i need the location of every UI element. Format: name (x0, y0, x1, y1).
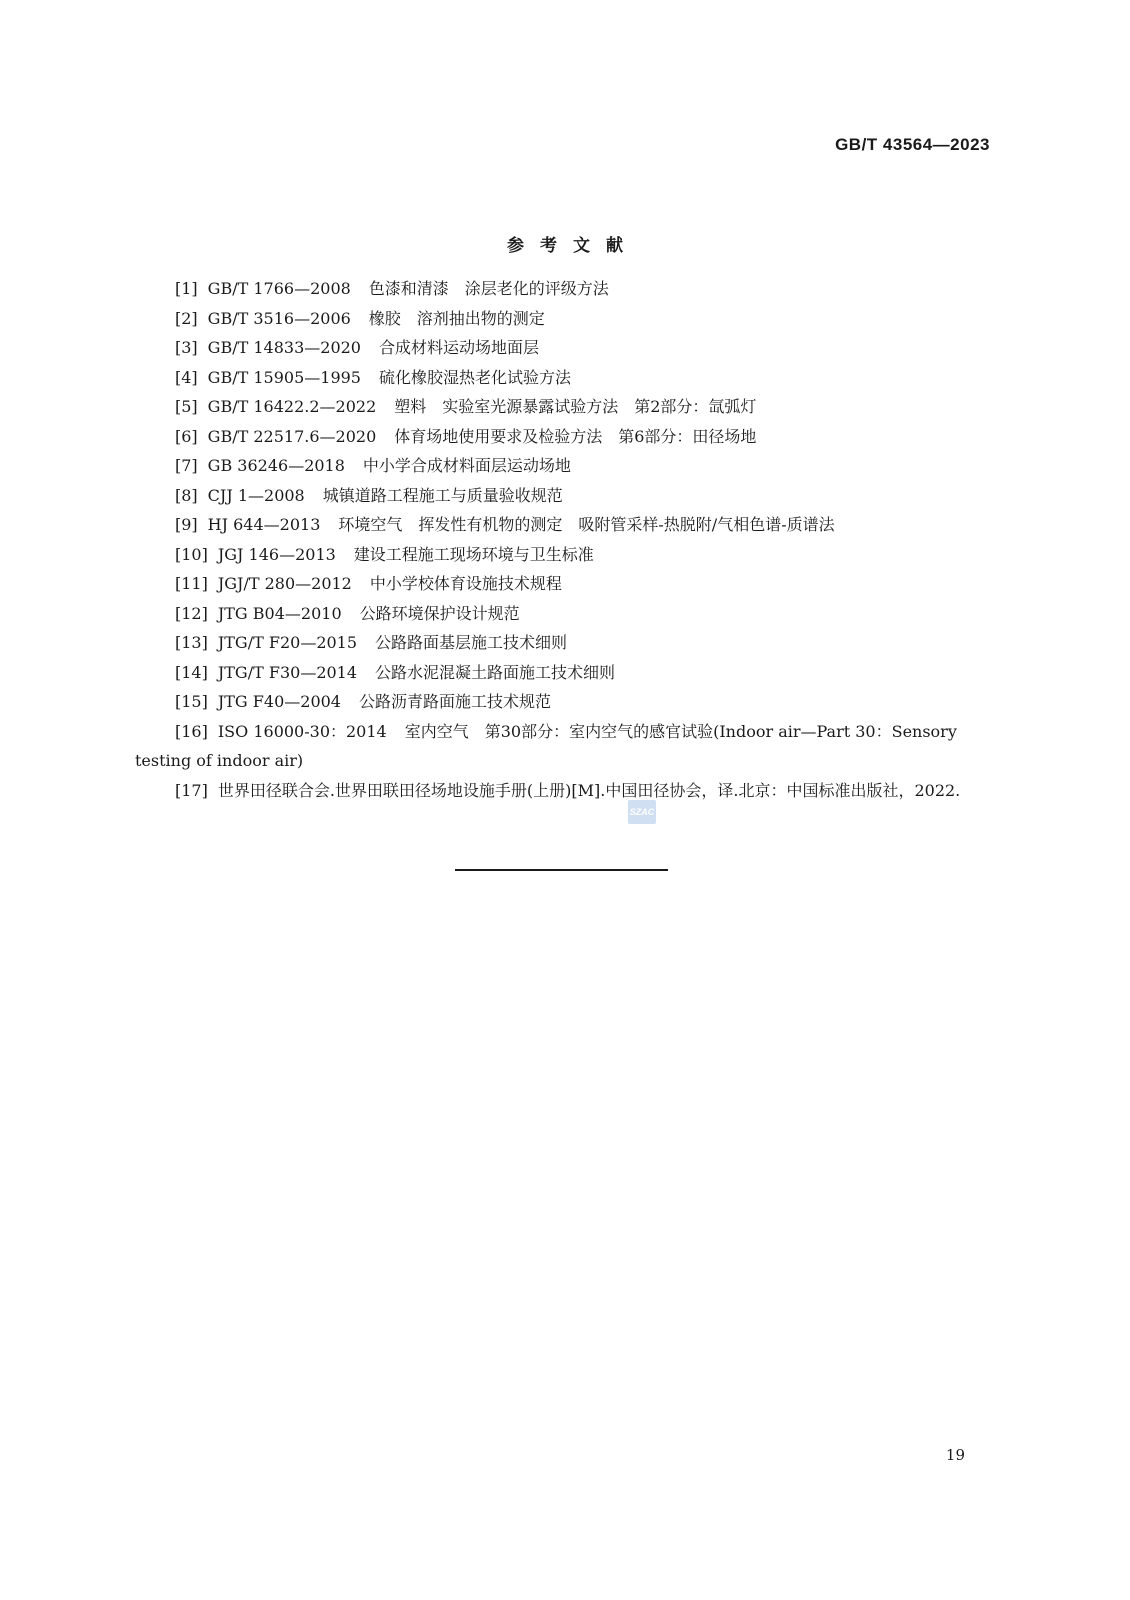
reference-title: 世界田径联合会.世界田联田径场地设施手册(上册)[M].中国田径协会，译.北京：中国标准出版社，2022. (217, 780, 961, 800)
reference-code: JTG F40—2004 (217, 692, 341, 711)
reference-code: GB 36246—2018 (207, 456, 345, 475)
reference-list (135, 274, 995, 805)
reference-item (135, 392, 995, 422)
reference-title: 橡胶 溶剂抽出物的测定 (368, 308, 545, 328)
reference-code: HJ 644—2013 (207, 515, 321, 534)
reference-item (135, 422, 995, 452)
end-divider (455, 869, 668, 871)
reference-number: [6] (175, 426, 198, 446)
reference-title: 建设工程施工现场环境与卫生标准 (353, 544, 594, 564)
reference-item (135, 717, 995, 776)
reference-number: [13] (175, 633, 208, 652)
reference-number: [15] (175, 692, 208, 711)
reference-item (135, 304, 995, 334)
reference-number: [1] (175, 279, 198, 298)
reference-title: 公路环境保护设计规范 (359, 603, 520, 623)
reference-number: [5] (175, 397, 198, 416)
reference-title: 塑料 实验室光源暴露试验方法 第2部分：氙弧灯 (394, 397, 757, 416)
reference-title: 公路路面基层施工技术细则 (375, 633, 568, 652)
reference-code: JGJ 146—2013 (217, 544, 336, 564)
reference-code: GB/T 14833—2020 (207, 338, 361, 357)
reference-code: GB/T 3516—2006 (207, 308, 351, 328)
reference-number: [4] (175, 367, 198, 387)
reference-title: 中小学合成材料面层运动场地 (362, 456, 571, 475)
reference-title: 室内空气 第30部分：室内空气的感官试验(Indoor air—Part 30：Sensory testing of indoor air) (135, 721, 957, 770)
reference-title: 城镇道路工程施工与质量验收规范 (322, 485, 563, 505)
reference-number: [9] (175, 515, 198, 534)
reference-item (135, 776, 995, 806)
reference-item (135, 687, 995, 717)
reference-item (135, 481, 995, 511)
reference-number: [12] (175, 603, 208, 623)
reference-item (135, 363, 995, 393)
reference-item (135, 628, 995, 658)
reference-item (135, 451, 995, 481)
reference-number: [2] (175, 308, 198, 328)
reference-title: 公路沥青路面施工技术规范 (358, 692, 551, 711)
reference-title: 硫化橡胶湿热老化试验方法 (378, 367, 571, 387)
reference-code: GB/T 22517.6—2020 (207, 426, 377, 446)
reference-code: GB/T 16422.2—2022 (207, 397, 377, 416)
reference-code: GB/T 1766—2008 (207, 279, 351, 298)
page-number: 19 (945, 1446, 965, 1464)
reference-number: [7] (175, 456, 198, 475)
reference-code: CJJ 1—2008 (207, 485, 305, 505)
watermark-logo: SZAC (628, 800, 656, 824)
reference-item (135, 658, 995, 688)
reference-title: 合成材料运动场地面层 (378, 338, 539, 357)
reference-title: 公路水泥混凝土路面施工技术细则 (375, 662, 616, 682)
reference-item (135, 569, 995, 599)
reference-title: 中小学校体育设施技术规程 (369, 574, 562, 593)
reference-title: 色漆和清漆 涂层老化的评级方法 (368, 279, 609, 298)
reference-item (135, 510, 995, 540)
reference-number: [11] (175, 574, 208, 593)
reference-code: JGJ/T 280—2012 (217, 574, 352, 593)
standard-number: GB/T 43564—2023 (835, 135, 990, 154)
reference-item (135, 333, 995, 363)
reference-code: JTG/T F20—2015 (217, 633, 358, 652)
reference-item (135, 274, 995, 304)
reference-title: 环境空气 挥发性有机物的测定 吸附管采样-热脱附/气相色谱-质谱法 (338, 515, 835, 534)
reference-number: [10] (175, 544, 208, 564)
reference-number: [8] (175, 485, 198, 505)
reference-code: ISO 16000-30：2014 (217, 721, 387, 741)
section-heading: 参考文献 (507, 236, 639, 256)
reference-number: [14] (175, 662, 208, 682)
reference-item (135, 599, 995, 629)
reference-code: JTG/T F30—2014 (217, 662, 358, 682)
reference-code: JTG B04—2010 (217, 603, 342, 623)
reference-item (135, 540, 995, 570)
reference-code: GB/T 15905—1995 (207, 367, 361, 387)
reference-number: [16] (175, 721, 208, 741)
reference-title: 体育场地使用要求及检验方法 第6部分：田径场地 (394, 426, 757, 446)
reference-number: [17] (175, 780, 208, 800)
reference-number: [3] (175, 338, 198, 357)
